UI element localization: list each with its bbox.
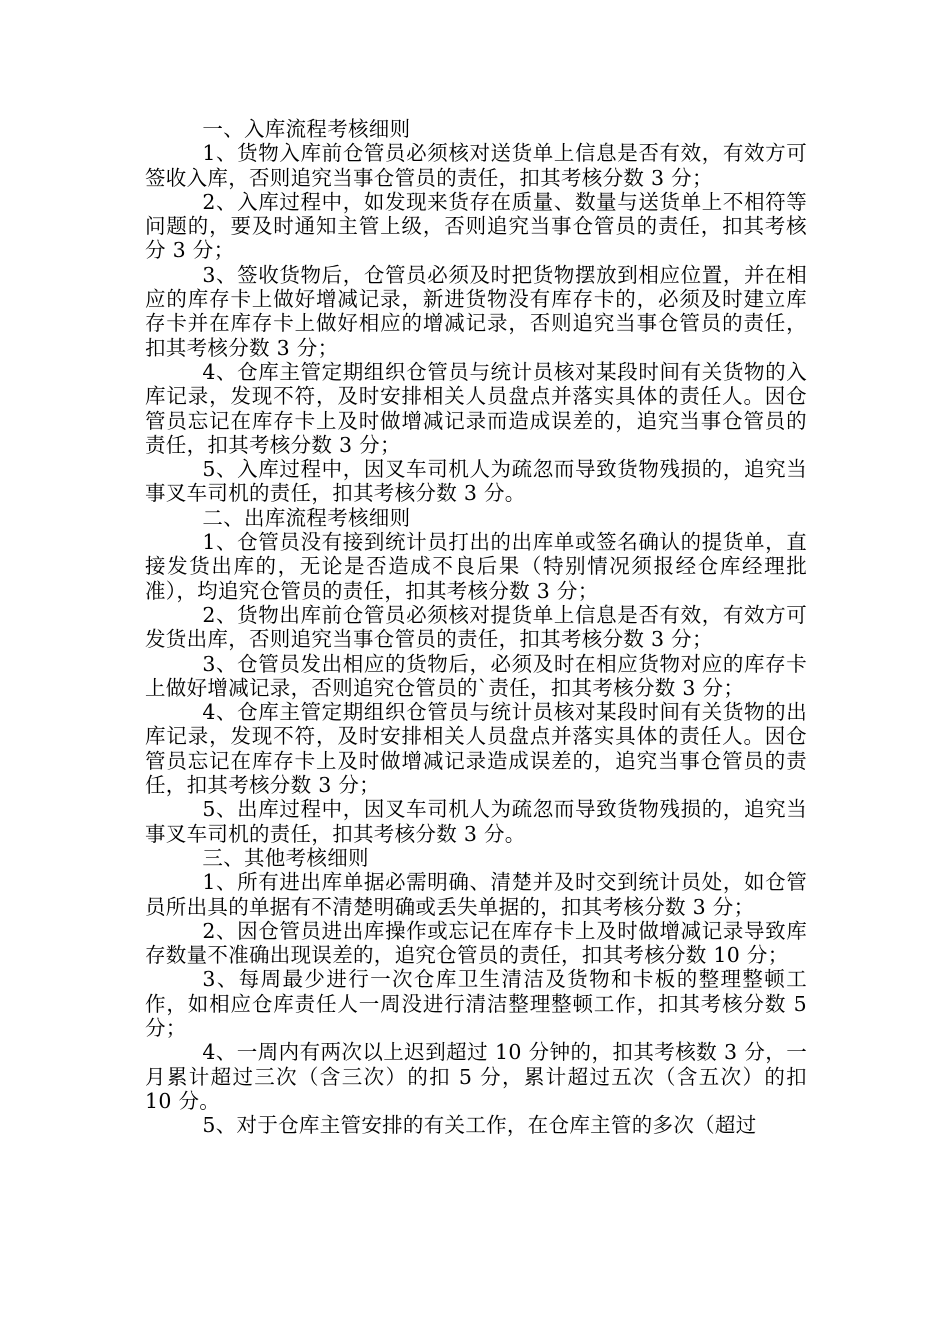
rule-paragraph: 2、因仓管员进出库操作或忘记在库存卡上及时做增减记录导致库存数量不准确出现误差的，追究仓管员的责任，扣其考核分数 10 分； (145, 918, 807, 968)
rule-paragraph: 1、仓管员没有接到统计员打出的出库单或签名确认的提货单，直接发货出库的，无论是否造成不良后果（特别情况须报经仓库经理批准），均追究仓管员的责任，扣其考核分数 3 分； (145, 530, 807, 603)
rule-paragraph: 4、一周内有两次以上迟到超过 10 分钟的，扣其考核数 3 分，一月累计超过三次（含三次）的扣 5 分，累计超过五次（含五次）的扣 10 分。 (145, 1040, 807, 1113)
rule-paragraph: 3、每周最少进行一次仓库卫生清洁及货物和卡板的整理整顿工作，如相应仓库责任人一周没进行清洁整理整顿工作，扣其考核分数 5 分； (145, 967, 807, 1040)
section-outbound (145, 506, 807, 846)
rule-paragraph: 4、仓库主管定期组织仓管员与统计员核对某段时间有关货物的入库记录，发现不符，及时安排相关人员盘点并落实具体的责任人。因仓管员忘记在库存卡上及时做增减记录而造成误差的，追究当事仓管员的责任，扣其考核分数 3 分； (145, 359, 807, 457)
rule-paragraph: 5、入库过程中，因叉车司机人为疏忽而导致货物残损的，追究当事叉车司机的责任，扣其考核分数 3 分。 (145, 457, 807, 506)
section-inbound (145, 117, 807, 506)
rule-paragraph: 2、货物出库前仓管员必须核对提货单上信息是否有效，有效方可发货出库，否则追究当事仓管员的责任，扣其考核分数 3 分； (145, 602, 807, 652)
rule-paragraph: 1、货物入库前仓管员必须核对送货单上信息是否有效，有效方可签收入库，否则追究当事仓管员的责任，扣其考核分数 3 分； (145, 141, 807, 190)
rule-paragraph: 3、签收货物后，仓管员必须及时把货物摆放到相应位置，并在相应的库存卡上做好增减记录，新进货物没有库存卡的，必须及时建立库存卡并在库存卡上做好相应的增减记录，否则追究当事仓管员的责任，扣其考核分数 3 分； (145, 262, 807, 360)
section-heading: 三、其他考核细则 (202, 845, 369, 870)
section-heading: 二、出库流程考核细则 (202, 505, 411, 530)
rule-paragraph: 2、入库过程中，如发现来货存在质量、数量与送货单上不相符等问题的，要及时通知主管上级，否则追究当事仓管员的责任，扣其考核分 3 分； (145, 189, 807, 263)
rule-paragraph: 5、对于仓库主管安排的有关工作，在仓库主管的多次（超过 (202, 1113, 757, 1138)
rule-paragraph: 1、所有进出库单据必需明确、清楚并及时交到统计员处，如仓管员所出具的单据有不清楚明确或丢失单据的，扣其考核分数 3 分； (145, 870, 807, 919)
rule-paragraph: 3、仓管员发出相应的货物后，必须及时在相应货物对应的库存卡上做好增减记录，否则追究仓管员的`责任，扣其考核分数 3 分； (145, 651, 807, 700)
section-heading: 一、入库流程考核细则 (202, 117, 411, 141)
rule-paragraph: 5、出库过程中，因叉车司机人为疏忽而导致货物残损的，追究当事叉车司机的责任，扣其考核分数 3 分。 (145, 797, 807, 846)
document-page (145, 117, 807, 1137)
section-other (145, 846, 807, 1138)
rule-paragraph: 4、仓库主管定期组织仓管员与统计员核对某段时间有关货物的出库记录，发现不符，及时安排相关人员盘点并落实具体的责任人。因仓管员忘记在库存卡上及时做增减记录造成误差的，追究当事仓管员的责任，扣其考核分数 3 分； (145, 700, 807, 798)
